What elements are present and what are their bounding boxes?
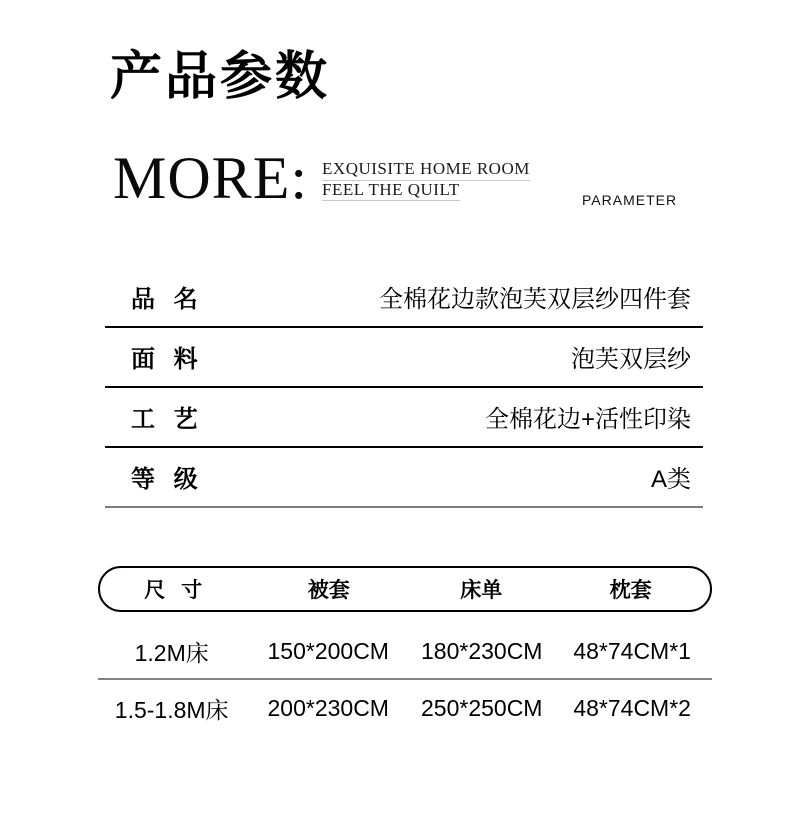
size-cell-bed: 1.2M床 (134, 639, 209, 666)
size-cell-pillowcase: 48*74CM*1 (573, 637, 691, 664)
spec-label: 品 名 (131, 286, 198, 313)
spec-value: 全棉花边款泡芙双层纱四件套 (379, 286, 691, 313)
size-table (98, 566, 712, 736)
brand-block (113, 145, 530, 211)
spec-label: 工 艺 (131, 406, 198, 433)
size-cell-pillowcase: 48*74CM*2 (573, 694, 691, 721)
size-cell-bed-sheet: 250*250CM (421, 694, 543, 721)
brand-logo: MORE: (113, 145, 309, 211)
page-title: 产品参数 (110, 48, 331, 106)
size-header-pillowcase: 枕套 (609, 579, 652, 602)
brand-tagline-line1: EXQUISITE HOME ROOM (322, 160, 530, 181)
size-header-bed-sheet: 床单 (460, 579, 503, 602)
spec-row-grade (105, 448, 703, 508)
size-row-1-2m (98, 624, 712, 680)
spec-value: A类 (650, 466, 691, 493)
size-cell-bed: 1.5-1.8M床 (114, 696, 229, 723)
parameter-label: PARAMETER (582, 192, 678, 208)
size-table-header (98, 566, 712, 612)
spec-value: 全棉花边+活性印染 (484, 406, 691, 433)
spec-label: 面 料 (131, 346, 198, 373)
spec-row-product-name (105, 280, 703, 328)
spec-value: 泡芙双层纱 (571, 346, 691, 373)
spec-table (105, 280, 703, 508)
size-row-1-5-1-8m (98, 680, 712, 736)
size-cell-bed-sheet: 180*230CM (421, 637, 543, 664)
size-header-quilt-cover: 被套 (307, 579, 350, 602)
size-cell-quilt-cover: 150*200CM (267, 637, 389, 664)
spec-label: 等 级 (131, 466, 198, 493)
spec-row-fabric (105, 328, 703, 388)
brand-tagline-line2: FEEL THE QUILT (322, 181, 460, 202)
brand-taglines (322, 160, 530, 201)
size-cell-quilt-cover: 200*230CM (267, 694, 389, 721)
size-header-size: 尺 寸 (144, 579, 203, 602)
spec-row-craft (105, 388, 703, 448)
